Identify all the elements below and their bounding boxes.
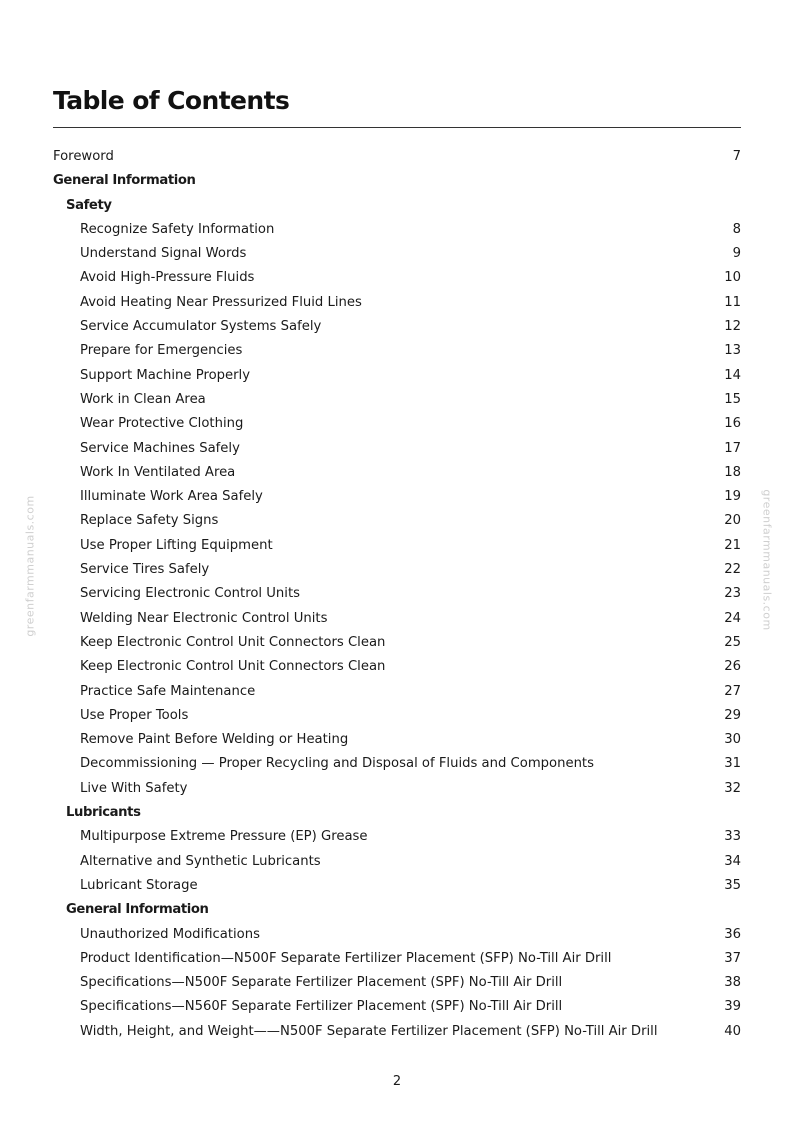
toc-entry-page-number: 27 [724,683,741,699]
toc-entry-page-number: 11 [724,294,741,310]
toc-entry[interactable] [0,728,794,752]
toc-entry-page-number: 40 [724,1023,741,1039]
toc-entry-label: Foreword [53,149,114,164]
toc-entry[interactable] [0,995,794,1019]
toc-entry-page-number: 8 [732,221,741,237]
toc-entry[interactable] [0,923,794,947]
toc-entry[interactable] [0,655,794,679]
toc-entry-label: Avoid High-Pressure Fluids [80,270,255,286]
toc-entry-label: Keep Electronic Control Unit Connectors Clean [80,659,386,675]
toc-entry-label: Use Proper Tools [80,707,189,723]
toc-entry[interactable] [0,145,794,169]
toc-entry-page-number: 18 [724,464,741,480]
toc-section-heading [0,898,794,922]
toc-entry-label: Servicing Electronic Control Units [80,586,300,602]
toc-entry-page-number: 33 [724,829,741,845]
toc-entry[interactable] [0,412,794,436]
toc-entry-label: Recognize Safety Information [80,221,275,237]
toc-entry[interactable] [0,874,794,898]
toc-entry-page-number: 15 [724,391,741,407]
watermark-left: greenfarmmanuals.com [23,495,37,637]
toc-entry-label: Support Machine Properly [80,367,251,383]
toc-entry-label: Service Accumulator Systems Safely [80,319,322,335]
toc-entry[interactable] [0,461,794,485]
toc-entry-page-number: 24 [724,610,741,626]
toc-entry[interactable] [0,242,794,266]
toc-entry[interactable] [0,218,794,242]
toc-entry-page-number: 10 [724,270,741,286]
toc-entry-page-number: 29 [724,707,741,723]
toc-entry[interactable] [0,704,794,728]
toc-entry[interactable] [0,437,794,461]
toc-entry-label: Specifications—N500F Separate Fertilizer Placement (SPF) No-Till Air Drill [80,975,563,991]
toc-entry-label: Work In Ventilated Area [80,464,236,480]
toc-entry-page-number: 26 [724,659,741,675]
toc-entry-page-number: 21 [724,537,741,553]
toc-entry-label: Safety [66,197,112,213]
toc-entry-page-number: 30 [724,732,741,748]
toc-entry-label: Unauthorized Modifications [80,926,260,942]
toc-entry-page-number: 37 [724,950,741,966]
toc-entry-label: Specifications—N560F Separate Fertilizer Placement (SPF) No-Till Air Drill [80,999,563,1015]
toc-entry-label: General Information [53,173,196,189]
toc-section-heading [0,169,794,193]
toc-entry[interactable] [0,607,794,631]
toc-entry-page-number: 22 [724,562,741,578]
toc-section-heading [0,194,794,218]
toc-entry[interactable] [0,339,794,363]
toc-entry[interactable] [0,364,794,388]
page-title: Table of Contents [53,86,290,115]
toc-entry-label: General Information [66,902,209,918]
toc-entry-page-number: 31 [724,756,741,772]
toc-entry-label: Prepare for Emergencies [80,343,243,359]
toc-entry-page-number: 12 [724,319,741,335]
toc-entry-label: Multipurpose Extreme Pressure (EP) Grease [80,829,368,845]
toc-entry[interactable] [0,971,794,995]
toc-entry-label: Welding Near Electronic Control Units [80,610,328,626]
toc-entry-label: Wear Protective Clothing [80,416,244,432]
toc-entry[interactable] [0,534,794,558]
toc-entry[interactable] [0,947,794,971]
toc-entry[interactable] [0,1020,794,1044]
toc-entry-page-number: 19 [724,489,741,505]
toc-entry-label: Product Identification—N500F Separate Fertilizer Placement (SFP) No-Till Air Drill [80,950,612,966]
toc-entry-page-number: 17 [724,440,741,456]
toc-entry[interactable] [0,558,794,582]
toc-entry-label: Illuminate Work Area Safely [80,489,263,505]
toc-entry[interactable] [0,266,794,290]
toc-entry[interactable] [0,631,794,655]
toc-entry[interactable] [0,680,794,704]
toc-entry-page-number: 39 [724,999,741,1015]
toc-entry-label: Replace Safety Signs [80,513,219,529]
toc-entry-page-number: 9 [732,246,741,262]
table-of-contents [0,145,794,1044]
toc-entry-page-number: 23 [724,586,741,602]
toc-entry[interactable] [0,291,794,315]
toc-entry-label: Decommissioning — Proper Recycling and Disposal of Fluids and Components [80,756,594,772]
toc-entry[interactable] [0,850,794,874]
page-number: 2 [392,1074,402,1089]
toc-section-heading [0,801,794,825]
toc-entry-page-number: 14 [724,367,741,383]
toc-entry-label: Live With Safety [80,780,188,796]
toc-entry-label: Lubricants [66,805,141,821]
toc-entry-page-number: 13 [724,343,741,359]
toc-entry-label: Work in Clean Area [80,391,206,407]
toc-entry-label: Lubricant Storage [80,877,198,893]
toc-entry-page-number: 36 [724,926,741,942]
toc-entry-page-number: 32 [724,780,741,796]
toc-entry-label: Remove Paint Before Welding or Heating [80,732,349,748]
watermark-right: greenfarmmanuals.com [760,489,774,631]
toc-entry-label: Alternative and Synthetic Lubricants [80,853,321,869]
toc-entry-label: Keep Electronic Control Unit Connectors Clean [80,634,386,650]
toc-entry-page-number: 34 [724,853,741,869]
toc-entry[interactable] [0,485,794,509]
toc-entry[interactable] [0,388,794,412]
toc-entry-label: Service Tires Safely [80,562,210,578]
toc-entry-page-number: 16 [724,416,741,432]
toc-entry-label: Use Proper Lifting Equipment [80,537,273,553]
toc-entry[interactable] [0,777,794,801]
toc-entry-label: Avoid Heating Near Pressurized Fluid Lines [80,294,362,310]
toc-entry-label: Understand Signal Words [80,246,247,262]
toc-entry-label: Width, Height, and Weight——N500F Separate Fertilizer Placement (SFP) No-Till Air Drill [80,1023,658,1039]
toc-entry-label: Practice Safe Maintenance [80,683,256,699]
toc-entry-page-number: 35 [724,877,741,893]
toc-entry[interactable] [0,825,794,849]
toc-entry[interactable] [0,582,794,606]
toc-entry-page-number: 25 [724,634,741,650]
toc-entry[interactable] [0,509,794,533]
toc-entry[interactable] [0,315,794,339]
toc-entry[interactable] [0,752,794,776]
title-divider [53,127,741,128]
toc-entry-page-number: 7 [732,149,741,164]
toc-entry-page-number: 20 [724,513,741,529]
toc-entry-label: Service Machines Safely [80,440,240,456]
toc-entry-page-number: 38 [724,975,741,991]
